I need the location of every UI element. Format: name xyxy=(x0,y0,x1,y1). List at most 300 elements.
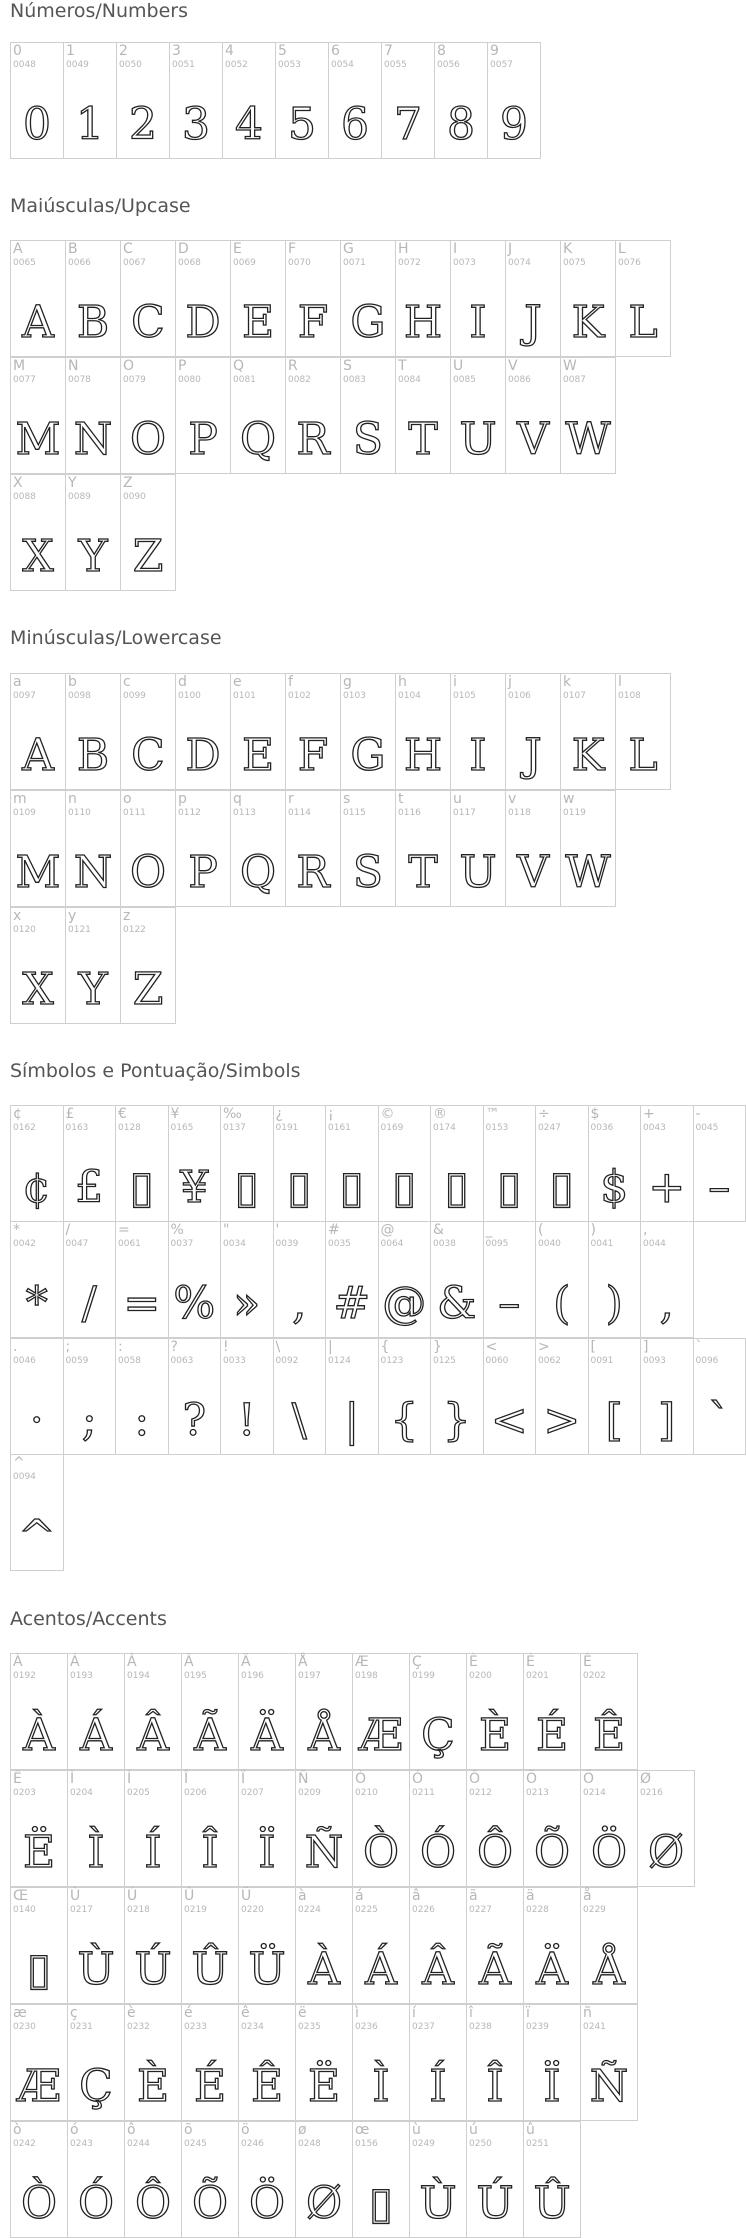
glyph-label: 5 xyxy=(278,43,287,59)
glyph-label: ï xyxy=(526,2005,530,2021)
glyph-cell xyxy=(230,790,286,907)
glyph-code: 0111 xyxy=(123,808,146,818)
glyph-sample: Ú xyxy=(476,2178,514,2229)
glyph-cell xyxy=(409,2004,467,2121)
glyph-sample: Ú xyxy=(134,1944,172,1995)
glyph-label: Â xyxy=(127,1654,137,1670)
glyph-label: i xyxy=(453,674,457,690)
glyph-code: 0099 xyxy=(123,691,146,701)
glyph-cell xyxy=(120,474,176,591)
glyph-code: 0118 xyxy=(508,808,531,818)
glyph-label: = xyxy=(118,1222,130,1238)
glyph-code: 0049 xyxy=(66,60,89,70)
glyph-code: 0192 xyxy=(13,1671,36,1681)
glyph-sample: J xyxy=(524,730,542,781)
glyph-cell xyxy=(523,1770,581,1887)
glyph-sample: W xyxy=(565,414,611,465)
glyph-label: Q xyxy=(233,358,245,374)
glyph-cell xyxy=(693,1338,746,1455)
glyph-cell xyxy=(325,1221,379,1338)
glyph-label: & xyxy=(433,1222,444,1238)
glyph-code: 0078 xyxy=(68,375,91,385)
glyph-label: / xyxy=(65,1222,71,1238)
glyph-sample: Ü xyxy=(248,1944,286,1995)
glyph-sample: ▯ xyxy=(234,1162,259,1213)
glyph-sample: E xyxy=(241,297,275,348)
glyph-sample: B xyxy=(76,730,110,781)
glyph-cell xyxy=(67,2004,125,2121)
glyph-sample: Î xyxy=(201,1827,219,1878)
glyph-sample: $ xyxy=(600,1162,629,1213)
glyph-label: Æ xyxy=(355,1654,369,1670)
glyph-sample: % xyxy=(173,1278,216,1329)
glyph-sample: Ì xyxy=(372,2061,390,2112)
glyph-code: 0114 xyxy=(288,808,311,818)
glyph-label: è xyxy=(127,2005,136,2021)
glyph-cell xyxy=(430,1338,484,1455)
glyph-label: ë xyxy=(298,2005,307,2021)
glyph-sample: [ xyxy=(605,1395,623,1446)
glyph-cell xyxy=(466,1770,524,1887)
glyph-sample: F xyxy=(297,297,329,348)
glyph-sample: Ñ xyxy=(304,1827,344,1878)
glyph-code: 0209 xyxy=(298,1788,321,1798)
glyph-code: 0077 xyxy=(13,375,36,385)
glyph-code: 0096 xyxy=(695,1356,719,1366)
glyph-label: ! xyxy=(223,1339,229,1355)
glyph-code: 0058 xyxy=(118,1356,141,1366)
glyph-label: ' xyxy=(275,1222,280,1238)
glyph-label: 7 xyxy=(384,43,393,59)
glyph-cell xyxy=(450,673,506,790)
glyph-code: 0080 xyxy=(178,375,201,385)
glyph-cell xyxy=(238,2121,296,2238)
glyph-sample: – xyxy=(708,1162,731,1213)
glyph-sample: Ø xyxy=(647,1827,685,1878)
glyph-label: j xyxy=(508,674,512,690)
glyph-label: Ù xyxy=(70,1888,81,1904)
glyph-label: , xyxy=(643,1222,648,1238)
glyph-sample: ¢ xyxy=(22,1162,51,1213)
glyph-cell xyxy=(65,357,121,474)
glyph-label: o xyxy=(123,791,132,807)
glyph-label: _ xyxy=(485,1222,493,1238)
glyph-code: 0043 xyxy=(643,1123,666,1133)
glyph-label: Ç xyxy=(412,1654,422,1670)
glyph-sample: | xyxy=(344,1395,360,1446)
glyph-cell xyxy=(285,240,341,357)
glyph-code: 0116 xyxy=(398,808,421,818)
glyph-sample: Ç xyxy=(79,2061,113,2112)
glyph-label: G xyxy=(343,241,354,257)
glyph-sample: ▯ xyxy=(444,1162,469,1213)
glyph-code: 0237 xyxy=(412,2022,435,2032)
glyph-sample: P xyxy=(188,847,218,898)
glyph-cell xyxy=(523,1887,581,2004)
glyph-label: h xyxy=(398,674,407,690)
glyph-cell xyxy=(588,1338,642,1455)
glyph-label: Ú xyxy=(127,1888,138,1904)
glyph-label: Ê xyxy=(583,1654,592,1670)
glyph-sample: M xyxy=(15,414,61,465)
glyph-label: ø xyxy=(298,2122,307,2138)
glyph-label: 4 xyxy=(225,43,234,59)
glyph-label: d xyxy=(178,674,187,690)
glyph-label: f xyxy=(288,674,293,690)
glyph-label: 2 xyxy=(119,43,128,59)
glyph-code: 0083 xyxy=(343,375,366,385)
glyph-code: 0117 xyxy=(453,808,476,818)
glyph-sample: O xyxy=(129,414,167,465)
glyph-sample: Ã xyxy=(194,1710,226,1761)
glyph-code: 0161 xyxy=(328,1123,351,1133)
glyph-cell xyxy=(124,1887,182,2004)
glyph-cell xyxy=(10,240,66,357)
glyph-cell xyxy=(10,1221,64,1338)
glyph-label: À xyxy=(13,1654,23,1670)
glyph-cell xyxy=(63,1105,117,1222)
glyph-cell xyxy=(450,240,506,357)
glyph-sample: K xyxy=(571,730,605,781)
glyph-label: b xyxy=(68,674,77,690)
glyph-sample: Y xyxy=(78,964,108,1015)
glyph-code: 0200 xyxy=(469,1671,492,1681)
glyph-sample: W xyxy=(565,847,611,898)
glyph-cell xyxy=(63,1221,117,1338)
glyph-sample: Ö xyxy=(248,2178,286,2229)
glyph-label: Á xyxy=(70,1654,80,1670)
glyph-code: 0246 xyxy=(241,2139,264,2149)
glyph-code: 0233 xyxy=(184,2022,207,2032)
glyph-code: 0041 xyxy=(590,1239,614,1249)
glyph-code: 0109 xyxy=(13,808,36,818)
glyph-label: â xyxy=(412,1888,421,1904)
glyph-cell xyxy=(535,1338,589,1455)
glyph-code: 0234 xyxy=(241,2022,264,2032)
glyph-label: ^ xyxy=(13,1455,25,1471)
glyph-code: 0061 xyxy=(118,1239,141,1249)
glyph-cell xyxy=(352,1887,410,2004)
glyph-code: 0065 xyxy=(13,258,36,268)
glyph-cell xyxy=(588,1221,642,1338)
glyph-code: 0140 xyxy=(13,1905,36,1915)
glyph-label: p xyxy=(178,791,187,807)
glyph-cell xyxy=(535,1105,589,1222)
glyph-code: 0214 xyxy=(583,1788,606,1798)
glyph-cell xyxy=(395,790,451,907)
glyph-sample: # xyxy=(333,1278,371,1329)
glyph-cell xyxy=(285,357,341,474)
glyph-code: 0035 xyxy=(328,1239,351,1249)
glyph-code: 0201 xyxy=(526,1671,549,1681)
glyph-label: Ï xyxy=(241,1771,246,1787)
glyph-label: Û xyxy=(184,1888,195,1904)
glyph-cell xyxy=(409,2121,467,2238)
glyph-cell xyxy=(175,790,231,907)
glyph-cell xyxy=(352,2121,410,2238)
glyph-code: 0251 xyxy=(526,2139,549,2149)
glyph-sample: , xyxy=(292,1278,307,1329)
glyph-code: 0092 xyxy=(275,1356,299,1366)
glyph-label: * xyxy=(13,1222,20,1238)
glyph-label: B xyxy=(68,241,78,257)
glyph-code: 0202 xyxy=(583,1671,606,1681)
glyph-sample: Ã xyxy=(479,1944,511,1995)
glyph-sample: K xyxy=(571,297,605,348)
glyph-sample: U xyxy=(459,847,497,898)
glyph-sample: È xyxy=(478,1710,512,1761)
glyph-label: ò xyxy=(13,2122,22,2138)
glyph-cell xyxy=(67,2121,125,2238)
glyph-sample: Õ xyxy=(533,1827,571,1878)
glyph-label: ® xyxy=(433,1106,447,1122)
glyph-code: 0037 xyxy=(170,1239,194,1249)
glyph-code: 0123 xyxy=(380,1356,404,1366)
glyph-code: 0067 xyxy=(123,258,146,268)
glyph-label: Ë xyxy=(13,1771,22,1787)
glyph-sample: < xyxy=(490,1395,528,1446)
glyph-sample: 0 xyxy=(23,99,51,150)
glyph-label: O xyxy=(123,358,135,374)
glyph-sample: Ë xyxy=(22,1827,56,1878)
glyph-sample: Å xyxy=(593,1944,625,1995)
glyph-code: 0248 xyxy=(298,2139,321,2149)
glyph-label: # xyxy=(328,1222,340,1238)
glyph-cell xyxy=(10,907,66,1024)
glyph-code: 0242 xyxy=(13,2139,36,2149)
glyph-sample: @ xyxy=(382,1278,427,1329)
glyph-cell xyxy=(273,1338,327,1455)
glyph-cell xyxy=(434,42,488,159)
glyph-sample: · xyxy=(29,1395,44,1446)
glyph-code: 0075 xyxy=(563,258,586,268)
glyph-label: Ö xyxy=(583,1771,595,1787)
glyph-sample: Û xyxy=(533,2178,571,2229)
glyph-code: 0245 xyxy=(184,2139,207,2149)
glyph-sample: R xyxy=(296,414,330,465)
glyph-code: 0124 xyxy=(328,1356,351,1366)
glyph-sample: G xyxy=(350,730,386,781)
glyph-label: ] xyxy=(643,1339,649,1355)
glyph-code: 0220 xyxy=(241,1905,264,1915)
glyph-cell xyxy=(483,1221,537,1338)
glyph-cell xyxy=(65,790,121,907)
glyph-cell xyxy=(466,2004,524,2121)
glyph-code: 0156 xyxy=(355,2139,378,2149)
glyph-cell xyxy=(640,1105,694,1222)
glyph-cell xyxy=(168,1338,222,1455)
glyph-sample: 6 xyxy=(341,99,369,150)
glyph-sample: Ä xyxy=(251,1710,283,1761)
glyph-sample: Ò xyxy=(362,1827,400,1878)
glyph-code: 0106 xyxy=(508,691,531,701)
glyph-label: [ xyxy=(590,1339,596,1355)
glyph-code: 0229 xyxy=(583,1905,606,1915)
glyph-code: 0204 xyxy=(70,1788,93,1798)
glyph-label: E xyxy=(233,241,242,257)
glyph-cell xyxy=(340,673,396,790)
glyph-sample: ▯ xyxy=(497,1162,522,1213)
glyph-label: Ø xyxy=(640,1771,652,1787)
glyph-label: ¥ xyxy=(170,1106,180,1122)
glyph-label: à xyxy=(298,1888,307,1904)
glyph-label: Ò xyxy=(355,1771,367,1787)
glyph-code: 0153 xyxy=(485,1123,509,1133)
glyph-label: £ xyxy=(65,1106,75,1122)
glyph-label: © xyxy=(380,1106,395,1122)
glyph-cell xyxy=(67,1653,125,1770)
glyph-code: 0213 xyxy=(526,1788,549,1798)
glyph-cell xyxy=(466,1653,524,1770)
glyph-cell xyxy=(580,1770,638,1887)
glyph-label: t xyxy=(398,791,404,807)
glyph-code: 0089 xyxy=(68,492,91,502)
glyph-sample: N xyxy=(73,847,113,898)
glyph-cell xyxy=(10,790,66,907)
glyph-sample: X xyxy=(22,964,54,1015)
glyph-cell xyxy=(10,474,66,591)
glyph-code: 0100 xyxy=(178,691,201,701)
glyph-sample: S xyxy=(352,414,384,465)
glyph-label: ¡ xyxy=(328,1106,334,1122)
glyph-label: % xyxy=(170,1222,184,1238)
glyph-cell xyxy=(466,1887,524,2004)
glyph-cell xyxy=(328,42,382,159)
glyph-sample: Ö xyxy=(590,1827,628,1878)
section-title: Números/Numbers xyxy=(10,0,188,22)
glyph-label: + xyxy=(643,1106,655,1122)
glyph-sample: ▯ xyxy=(26,1944,52,1995)
glyph-label: < xyxy=(485,1339,498,1355)
glyph-cell xyxy=(615,673,671,790)
glyph-sample: ▯ xyxy=(549,1162,574,1213)
glyph-code: 0247 xyxy=(538,1123,561,1133)
glyph-cell xyxy=(580,1887,638,2004)
glyph-sample: Ä xyxy=(536,1944,568,1995)
glyph-sample: D xyxy=(185,730,221,781)
glyph-sample: 9 xyxy=(500,99,528,150)
glyph-cell xyxy=(181,2121,239,2238)
glyph-sample: B xyxy=(76,297,110,348)
glyph-sample: I xyxy=(469,297,487,348)
glyph-label: A xyxy=(13,241,23,257)
glyph-cell xyxy=(238,1887,296,2004)
glyph-code: 0212 xyxy=(469,1788,492,1798)
glyph-label: î xyxy=(469,2005,473,2021)
glyph-sample: Æ xyxy=(16,2061,62,2112)
glyph-code: 0195 xyxy=(184,1671,207,1681)
glyph-code: 0062 xyxy=(538,1356,561,1366)
glyph-cell xyxy=(115,1338,169,1455)
glyph-sample: Ï xyxy=(543,2061,561,2112)
glyph-code: 0128 xyxy=(118,1123,141,1133)
glyph-cell xyxy=(523,2004,581,2121)
glyph-code: 0057 xyxy=(490,60,513,70)
glyph-code: 0074 xyxy=(508,258,531,268)
glyph-label: ì xyxy=(355,2005,359,2021)
glyph-code: 0070 xyxy=(288,258,311,268)
glyph-cell xyxy=(560,790,616,907)
glyph-sample: Ó xyxy=(77,2178,115,2229)
glyph-cell xyxy=(120,357,176,474)
glyph-sample: É xyxy=(535,1710,569,1761)
glyph-sample: ! xyxy=(237,1395,256,1446)
glyph-cell xyxy=(169,42,223,159)
glyph-label: R xyxy=(288,358,298,374)
glyph-cell xyxy=(116,42,170,159)
glyph-label: l xyxy=(618,674,622,690)
glyph-code: 0250 xyxy=(469,2139,492,2149)
glyph-cell xyxy=(430,1221,484,1338)
glyph-sample: Î xyxy=(486,2061,504,2112)
glyph-cell xyxy=(124,2004,182,2121)
glyph-sample: { xyxy=(390,1395,419,1446)
glyph-code: 0211 xyxy=(412,1788,435,1798)
glyph-sample: , xyxy=(659,1278,674,1329)
section-title: Maiúsculas/Upcase xyxy=(10,195,191,217)
glyph-label: J xyxy=(508,241,513,257)
glyph-cell xyxy=(10,673,66,790)
glyph-code: 0238 xyxy=(469,2022,492,2032)
glyph-code: 0243 xyxy=(70,2139,93,2149)
glyph-code: 0071 xyxy=(343,258,366,268)
glyph-label: H xyxy=(398,241,409,257)
glyph-label: Å xyxy=(298,1654,308,1670)
glyph-cell xyxy=(65,907,121,1024)
glyph-cell xyxy=(295,2121,353,2238)
glyph-sample: ; xyxy=(81,1395,97,1446)
glyph-sample: & xyxy=(437,1278,477,1329)
glyph-sample: È xyxy=(136,2061,170,2112)
glyph-code: 0059 xyxy=(65,1356,89,1366)
glyph-code: 0102 xyxy=(288,691,311,701)
glyph-code: 0216 xyxy=(640,1788,663,1798)
glyph-sample: H xyxy=(403,730,443,781)
glyph-code: 0235 xyxy=(298,2022,321,2032)
glyph-code: 0086 xyxy=(508,375,531,385)
glyph-sample: D xyxy=(185,297,221,348)
glyph-label: g xyxy=(343,674,352,690)
section-title: Símbolos e Pontuação/Simbols xyxy=(10,1060,301,1082)
glyph-sample: Ò xyxy=(20,2178,58,2229)
glyph-sample: Q xyxy=(239,847,277,898)
glyph-cell xyxy=(275,42,329,159)
glyph-sample: ▯ xyxy=(129,1162,154,1213)
glyph-label: á xyxy=(355,1888,364,1904)
glyph-label: w xyxy=(563,791,575,807)
glyph-label: y xyxy=(68,908,77,924)
glyph-sample: Å xyxy=(308,1710,340,1761)
glyph-sample: E xyxy=(241,730,275,781)
glyph-label: $ xyxy=(590,1106,600,1122)
glyph-cell xyxy=(378,1338,432,1455)
glyph-sample: L xyxy=(628,297,658,348)
glyph-sample: ? xyxy=(182,1395,207,1446)
glyph-sample: \ xyxy=(291,1395,307,1446)
glyph-sample: Í xyxy=(429,2061,447,2112)
glyph-cell xyxy=(285,673,341,790)
glyph-code: 0053 xyxy=(278,60,301,70)
glyph-cell xyxy=(63,1338,117,1455)
glyph-sample: I xyxy=(469,730,487,781)
glyph-cell xyxy=(67,1770,125,1887)
glyph-label: ç xyxy=(70,2005,78,2021)
glyph-sample: À xyxy=(308,1944,340,1995)
glyph-cell xyxy=(65,673,121,790)
glyph-cell xyxy=(409,1653,467,1770)
glyph-sample: O xyxy=(129,847,167,898)
glyph-label: s xyxy=(343,791,351,807)
